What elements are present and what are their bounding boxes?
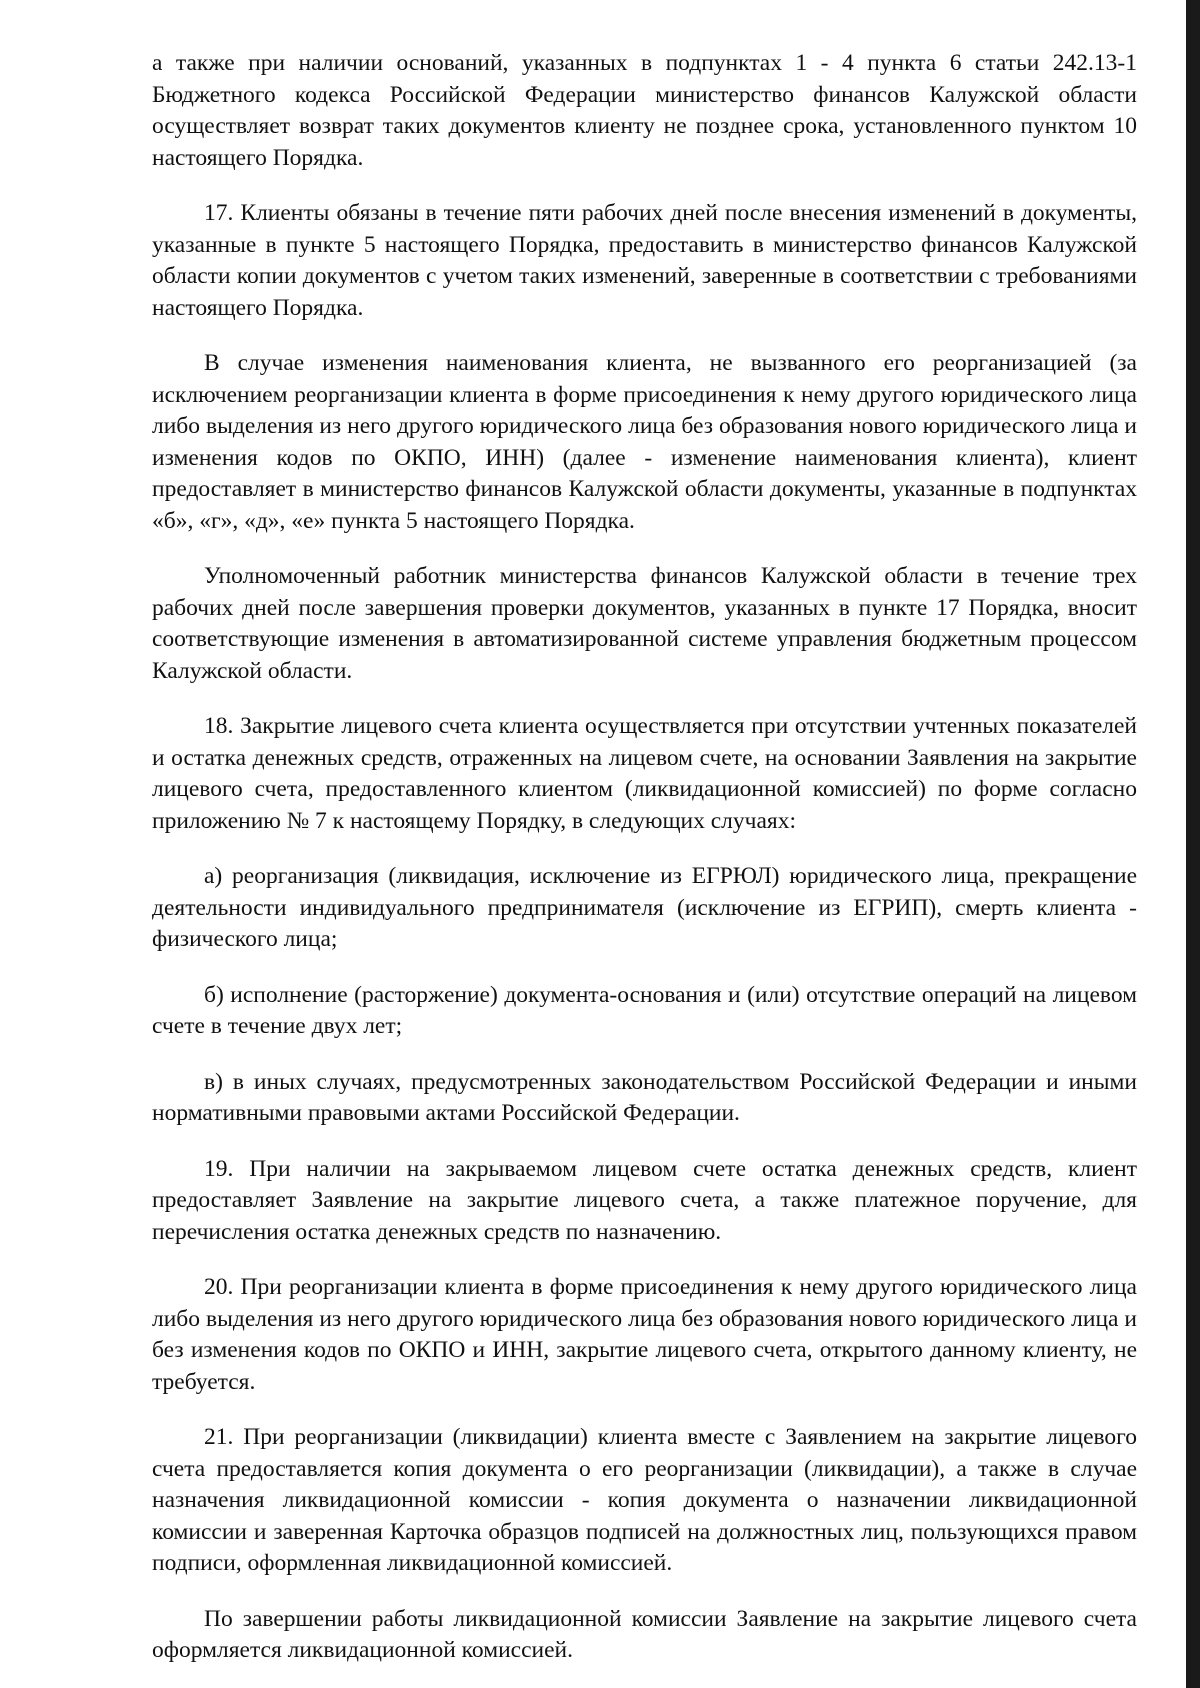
scan-border-edge [1186, 0, 1200, 1688]
paragraph-authorized-employee: Уполномоченный работник министерства финансов Калужской области в течение трех рабочих дней после завершения проверки документов, указанных в пункте 17 Порядка, вносит соответствующие изменения в автоматизированной системе управления бюджетным процессом Калужской области. [152, 563, 1137, 684]
paragraph-continuation: а также при наличии оснований, указанных в подпунктах 1 - 4 пункта 6 статьи 242.13-1 Бюджетного кодекса Российской Федерации министерство финансов Калужской области осуществляет возврат таких документов клиенту не позднее срока, установленного пунктом 10 настоящего Порядка. [152, 50, 1137, 171]
paragraph-liquidation-completion: По завершении работы ликвидационной комиссии Заявление на закрытие лицевого счета оформляется ликвидационной комиссией. [152, 1605, 1137, 1663]
paragraph-19: 19. При наличии на закрываемом лицевом счете остатка денежных средств, клиент предоставляет Заявление на закрытие лицевого счета, а также платежное поручение, для перечисления остатка денежных средств по назначению. [152, 1155, 1137, 1245]
paragraph-name-change: В случае изменения наименования клиента, не вызванного его реорганизацией (за исключением реорганизации клиента в форме присоединения к нему другого юридического лица либо выделения из него другого юридического лица без образования нового юридического лица и изменения кодов по ОКПО, ИНН) (далее - изменение наименования клиента), клиент предоставляет в министерство финансов Калужской области документы, указанные в подпунктах «б», «г», «д», «е» пункта 5 настоящего Порядка. [152, 350, 1137, 534]
paragraph-18-v: в) в иных случаях, предусмотренных законодательством Российской Федерации и иными нормативными правовыми актами Российской Федерации. [152, 1068, 1137, 1126]
paragraph-20: 20. При реорганизации клиента в форме присоединения к нему другого юридического лица либо выделения из него другого юридического лица без образования нового юридического лица и без изменения кодов по ОКПО и ИНН, закрытие лицевого счета, открытого данному клиенту, не требуется. [152, 1274, 1137, 1395]
paragraph-18-b: б) исполнение (расторжение) документа-основания и (или) отсутствие операций на лицевом счете в течение двух лет; [152, 981, 1137, 1039]
paragraph-21: 21. При реорганизации (ликвидации) клиента вместе с Заявлением на закрытие лицевого счета предоставляется копия документа о его реорганизации (ликвидации), а также в случае назначения ликвидационной комиссии - копия документа о назначении ликвидационной комиссии и заверенная Карточка образцов подписей на должностных лиц, пользующихся правом подписи, оформленная ликвидационной комиссией. [152, 1424, 1137, 1576]
document-body [152, 48, 1137, 1688]
paragraph-17: 17. Клиенты обязаны в течение пяти рабочих дней после внесения изменений в документы, указанные в пункте 5 настоящего Порядка, предоставить в министерство финансов Калужской области копии документов с учетом таких изменений, заверенные в соответствии с требованиями настоящего Порядка. [152, 200, 1137, 321]
paragraph-18: 18. Закрытие лицевого счета клиента осуществляется при отсутствии учтенных показателей и остатка денежных средств, отраженных на лицевом счете, на основании Заявления на закрытие лицевого счета, предоставленного клиентом (ликвидационной комиссией) по форме согласно приложению № 7 к настоящему Порядку, в следующих случаях: [152, 713, 1137, 834]
paragraph-18-a: а) реорганизация (ликвидация, исключение из ЕГРЮЛ) юридического лица, прекращение деятельности индивидуального предпринимателя (исключение из ЕГРИП), смерть клиента - физического лица; [152, 863, 1137, 952]
